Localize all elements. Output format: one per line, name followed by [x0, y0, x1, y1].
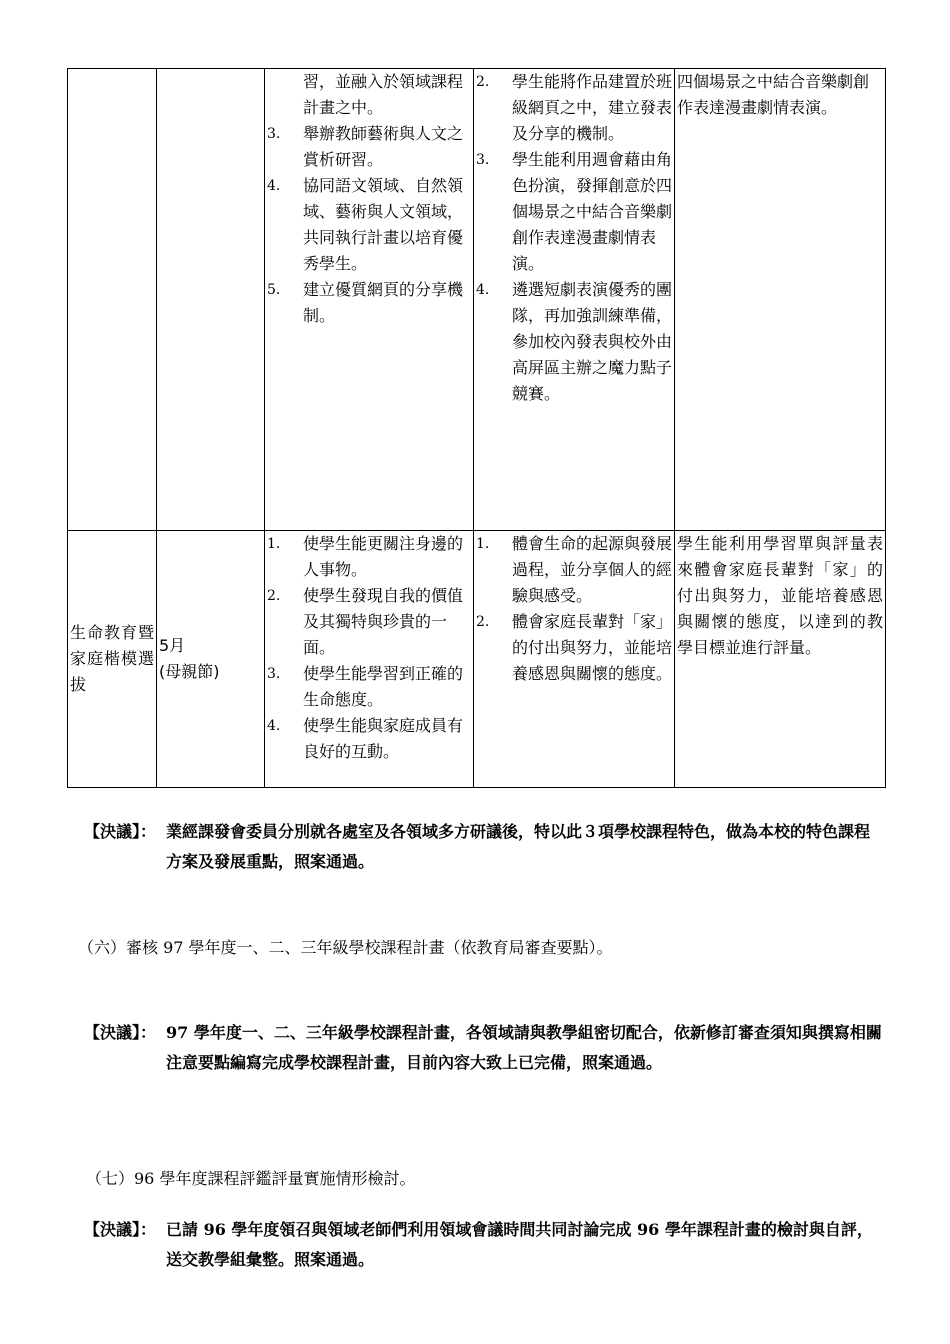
resolution-block — [84, 817, 884, 877]
cell-evaluation — [675, 69, 886, 531]
goal-list — [265, 531, 473, 765]
resolution-label: 【決議】： — [84, 822, 157, 841]
item-text: 使學生發現自我的價值及其獨特與珍貴的一面。 — [303, 586, 464, 657]
item-text: 學生能將作品建置於班級網頁之中，建立發表及分享的機制。 — [512, 72, 673, 143]
item-number: 3. — [476, 152, 490, 168]
cell-implementation — [474, 69, 675, 531]
item-number: 2. — [476, 614, 490, 630]
list-item — [265, 277, 473, 329]
list-item — [474, 147, 674, 277]
item-number: 2. — [267, 588, 281, 604]
goal-list — [265, 69, 473, 329]
item-text: 舉辦教師藝術與人文之賞析研習。 — [303, 124, 464, 169]
item-text: 體會家庭長輩對「家」的付出與努力，並能培養感恩與關懷的態度。 — [512, 612, 673, 683]
resolution-block — [84, 1018, 884, 1078]
item-text: 建立優質網頁的分享機制。 — [303, 280, 464, 325]
curriculum-table — [67, 68, 886, 788]
resolution-label: 【決議】： — [84, 1220, 157, 1239]
cell-goals — [265, 69, 474, 531]
item-number: 1. — [267, 536, 281, 552]
item-number: 4. — [267, 718, 281, 734]
list-item — [474, 609, 674, 687]
time-note: (母親節) — [159, 662, 220, 681]
evaluation-text: 學生能利用學習單與評量表來體會家庭長輩對「家」的付出與努力，並能培養感恩與關懷的態度，以達到的教學目標並進行評量。 — [677, 534, 883, 657]
list-item — [265, 583, 473, 661]
list-item — [265, 713, 473, 765]
implementation-list — [474, 69, 674, 407]
activity-name: 生命教育暨家庭楷模選拔 — [70, 623, 154, 694]
list-item — [265, 69, 473, 121]
section-heading: （六）審核 97 學年度一、二、三年級學校課程計畫（依教育局審查要點）。 — [78, 938, 613, 957]
cell-activity — [68, 69, 157, 531]
resolution-block — [84, 1215, 884, 1275]
item-text: 學生能利用週會藉由角色扮演，發揮創意於四個場景之中結合音樂劇創作表達漫畫劇情表演。 — [512, 150, 673, 273]
cell-time — [157, 531, 265, 788]
item-number: 1. — [476, 536, 490, 552]
cell-activity — [68, 531, 157, 788]
table-row — [68, 531, 886, 788]
time-month: 5月 — [159, 636, 186, 655]
item-text: 使學生能學習到正確的生命態度。 — [303, 664, 464, 709]
list-item — [265, 121, 473, 173]
resolution-text: 已請 96 學年度領召與領域老師們利用領域會議時間共同討論完成 96 學年課程計畫的檢討與自評，送交教學組彙整。照案通過。 — [166, 1220, 873, 1269]
cell-time — [157, 69, 265, 531]
item-number: 3. — [267, 666, 281, 682]
item-text: 使學生能更關注身邊的人事物。 — [303, 534, 464, 579]
list-item — [474, 531, 674, 609]
evaluation-text: 四個場景之中結合音樂劇創作表達漫畫劇情表演。 — [677, 72, 870, 117]
list-item — [265, 531, 473, 583]
item-text: 習，並融入於領域課程計畫之中。 — [303, 72, 464, 117]
item-number: 4. — [476, 282, 490, 298]
section-heading: （七）96 學年度課程評鑑評量實施情形檢討。 — [86, 1169, 416, 1188]
cell-evaluation — [675, 531, 886, 788]
resolution-text: 97 學年度一、二、三年級學校課程計畫，各領域請與教學組密切配合，依新修訂審查須知與撰寫相關注意要點編寫完成學校課程計畫，目前內容大致上已完備，照案通過。 — [166, 1023, 882, 1072]
cell-implementation — [474, 531, 675, 788]
item-number: 4. — [267, 178, 281, 194]
item-text: 遴選短劇表演優秀的團隊，再加強訓練準備，參加校內發表與校外由高屏區主辦之魔力點子競賽。 — [512, 280, 673, 403]
resolution-label: 【決議】： — [84, 1023, 157, 1042]
item-number: 2. — [476, 74, 490, 90]
cell-goals — [265, 531, 474, 788]
resolution-text: 業經課發會委員分別就各處室及各領域多方研議後，特以此３項學校課程特色，做為本校的特色課程方案及發展重點，照案通過。 — [166, 822, 871, 871]
item-number: 5. — [267, 282, 281, 298]
item-number: 3. — [267, 126, 281, 142]
item-text: 使學生能與家庭成員有良好的互動。 — [303, 716, 464, 761]
implementation-list — [474, 531, 674, 687]
list-item — [474, 277, 674, 407]
list-item — [265, 661, 473, 713]
item-text: 協同語文領域、自然領域、藝術與人文領域，共同執行計畫以培育優秀學生。 — [303, 176, 464, 273]
table-row — [68, 69, 886, 531]
item-text: 體會生命的起源與發展過程，並分享個人的經驗與感受。 — [512, 534, 673, 605]
list-item — [265, 173, 473, 277]
list-item — [474, 69, 674, 147]
